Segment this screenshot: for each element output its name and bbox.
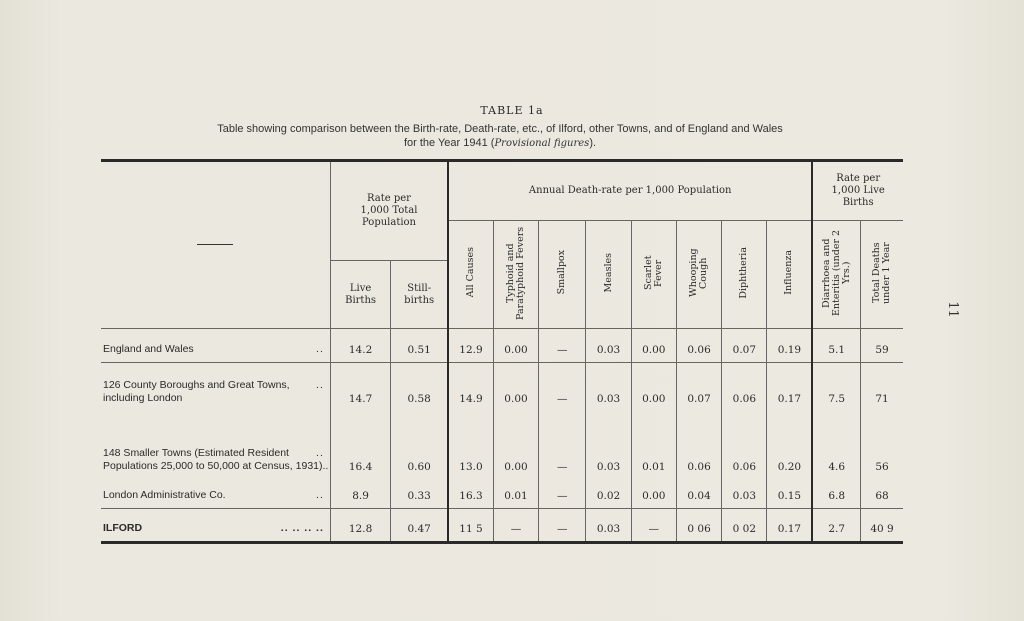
table-cell: 0.47	[391, 509, 448, 543]
table-cell: 0.00	[493, 363, 538, 411]
table-cell: 0 06	[676, 509, 721, 543]
table-cell: 0.00	[493, 329, 538, 363]
table-cell: 0.00	[631, 329, 676, 363]
table-row	[101, 479, 903, 509]
page-number: 11	[944, 301, 960, 318]
table-cell: —	[539, 329, 586, 363]
row-label-dots: ..	[316, 378, 324, 391]
table-cell: 12.8	[330, 509, 390, 543]
stub-header	[101, 161, 330, 329]
table-title: TABLE 1a	[480, 104, 544, 117]
row-label-text: ILFORD	[103, 522, 143, 534]
table-cell: 0.19	[767, 329, 812, 363]
row-label-dots: ..	[316, 446, 324, 459]
header-live-births: Live Births	[330, 261, 390, 329]
table-cell: 0.33	[391, 479, 448, 509]
header-annual-death-rate: Annual Death-rate per 1,000 Population	[448, 161, 812, 221]
row-label	[101, 363, 330, 411]
table-cell: 0.58	[391, 363, 448, 411]
header-diarrhoea: Diarrhoea and Enteritis (under 2 Yrs.)	[812, 221, 860, 329]
row-label-text: 126 County Boroughs and Great Towns, including London	[103, 378, 290, 404]
table-cell: 71	[861, 363, 903, 411]
table-cell: 14.7	[330, 363, 390, 411]
table-cell: 16.4	[330, 411, 390, 479]
table-cell: 0.06	[722, 363, 767, 411]
table-row	[101, 411, 903, 479]
header-rate-live-births: Rate per 1,000 Live Births	[812, 161, 903, 221]
table-cell: 8.9	[330, 479, 390, 509]
table-cell: 0.17	[767, 509, 812, 543]
table-cell: 7.5	[812, 363, 860, 411]
header-all-causes: All Causes	[448, 221, 493, 329]
table-cell: 0.51	[391, 329, 448, 363]
table-cell: 0.01	[631, 411, 676, 479]
row-label-text: England and Wales	[103, 343, 194, 355]
table-cell: 14.9	[448, 363, 493, 411]
table-cell: —	[493, 509, 538, 543]
table-cell: 0.00	[631, 363, 676, 411]
header-total-deaths: Total Deaths under 1 Year	[861, 221, 903, 329]
header-smallpox: Smallpox	[539, 221, 586, 329]
row-label-dots: .. .. .. ..	[280, 522, 324, 534]
table-cell: 0.01	[493, 479, 538, 509]
table-cell: 0.07	[676, 363, 721, 411]
table-cell: 12.9	[448, 329, 493, 363]
table-cell: 0.07	[722, 329, 767, 363]
header-still-births: Still-births	[391, 261, 448, 329]
row-label	[101, 479, 330, 509]
table-cell: 0.04	[676, 479, 721, 509]
row-label	[101, 411, 330, 479]
table-cell: 0.02	[586, 479, 631, 509]
row-label-text: 148 Smaller Towns (Estimated Resident Populations 25,000 to 50,000 at Census, 1931)..	[103, 446, 329, 472]
header-typhoid: Typhoid and Paratyphoid Fevers	[493, 221, 538, 329]
table-cell: 13.0	[448, 411, 493, 479]
table-cell: 0.17	[767, 363, 812, 411]
table-cell: 40 9	[861, 509, 903, 543]
table-cell: 11 5	[448, 509, 493, 543]
caption-line-2-italic: Provisional figures	[494, 138, 590, 149]
table-cell: —	[539, 411, 586, 479]
table-cell: 0.20	[767, 411, 812, 479]
table-row	[101, 363, 903, 411]
caption-line-2	[100, 136, 900, 151]
row-label-text: London Administrative Co.	[103, 489, 226, 501]
header-influenza: Influenza	[767, 221, 812, 329]
table-cell: 0.03	[586, 411, 631, 479]
header-whooping-cough: Whooping Cough	[676, 221, 721, 329]
row-label	[101, 329, 330, 363]
header-rate-total-population: Rate per 1,000 Total Population	[330, 161, 448, 261]
row-label	[101, 509, 330, 543]
table-caption	[100, 122, 900, 151]
table-cell: —	[631, 509, 676, 543]
caption-line-2-prefix: for the Year 1941 (	[403, 137, 495, 149]
table-cell: 0.60	[391, 411, 448, 479]
table-cell: —	[539, 509, 586, 543]
table-cell: 14.2	[330, 329, 390, 363]
comparison-table	[101, 159, 903, 544]
table-row	[101, 329, 903, 363]
table-cell: 0.00	[493, 411, 538, 479]
table-cell: 0.06	[722, 411, 767, 479]
table-cell: 4.6	[812, 411, 860, 479]
header-scarlet-fever: Scarlet Fever	[631, 221, 676, 329]
stub-dash	[197, 244, 233, 245]
table-cell: 0.03	[586, 329, 631, 363]
table-cell: 68	[861, 479, 903, 509]
table-cell: 59	[861, 329, 903, 363]
table-cell: 16.3	[448, 479, 493, 509]
table-cell: 0.06	[676, 329, 721, 363]
table-cell: —	[539, 363, 586, 411]
caption-line-2-suffix: ).	[589, 137, 597, 149]
table-cell: 0.03	[586, 363, 631, 411]
table-cell: 6.8	[812, 479, 860, 509]
table-cell: 56	[861, 411, 903, 479]
row-label-dots: ..	[316, 489, 324, 501]
table-cell: 2.7	[812, 509, 860, 543]
table-cell: —	[539, 479, 586, 509]
table-cell: 0.03	[722, 479, 767, 509]
header-diphtheria: Diphtheria	[722, 221, 767, 329]
table-cell: 0.06	[676, 411, 721, 479]
table-cell: 0 02	[722, 509, 767, 543]
header-measles: Measles	[586, 221, 631, 329]
row-label-dots: ..	[316, 343, 324, 355]
caption-line-1: Table showing comparison between the Birth-rate, Death-rate, etc., of Ilford, other Towns, and of England and Wales	[217, 123, 783, 135]
table-cell: 0.15	[767, 479, 812, 509]
table-cell: 5.1	[812, 329, 860, 363]
table-cell: 0.00	[631, 479, 676, 509]
table-row	[101, 509, 903, 543]
table-cell: 0.03	[586, 509, 631, 543]
